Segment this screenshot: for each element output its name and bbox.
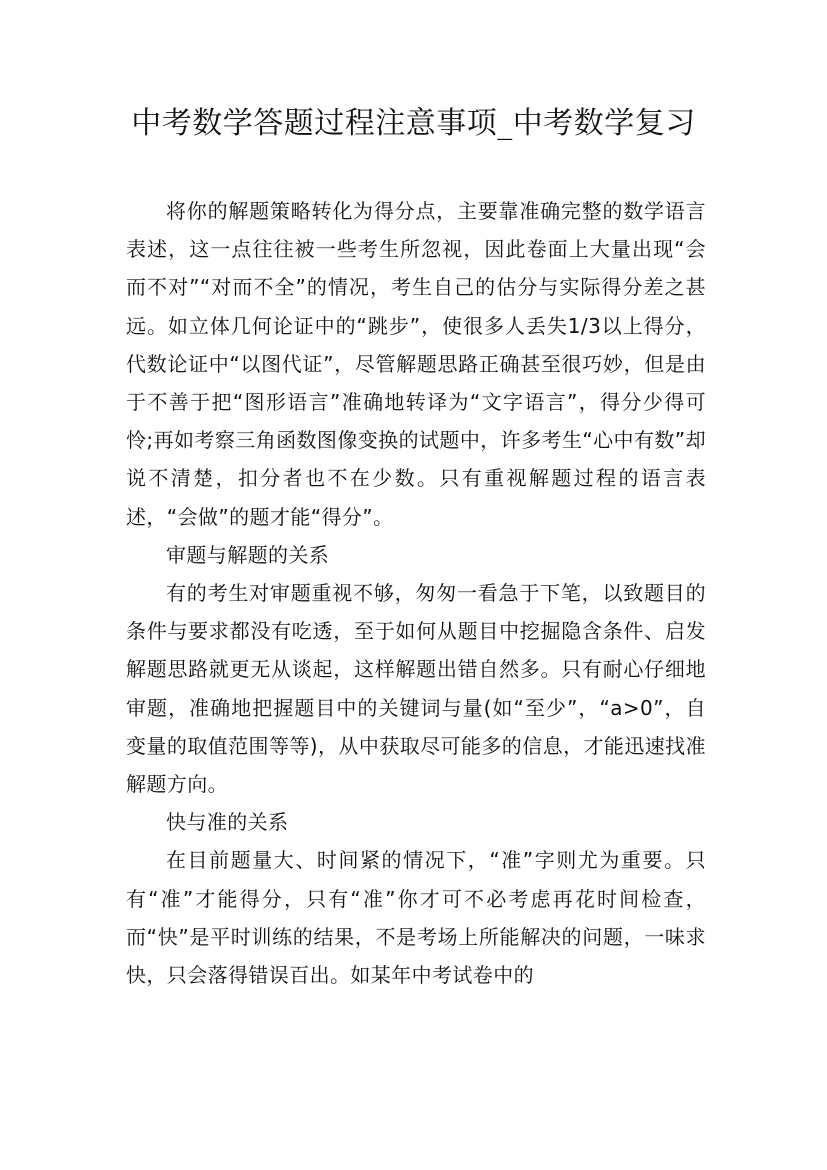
document-body bbox=[126, 192, 706, 994]
paragraph-answer-expression: 将你的解题策略转化为得分点，主要靠准确完整的数学语言表述，这一点往往被一些考生所忽视，因此卷面上大量出现“会而不对”“对而不全”的情况，考生自己的估分与实际得分差之甚远。如立体几何论证中的“跳步”，使很多人丢失1/3以上得分，代数论证中“以图代证”，尽管解题思路正确甚至很巧妙，但是由于不善于把“图形语言”准确地转译为“文字语言”，得分少得可怜;再如考察三角函数图像变换的试题中，许多考生“心中有数”却说不清楚，扣分者也不在少数。只有重视解题过程的语言表述，“会做”的题才能“得分”。 bbox=[126, 199, 706, 529]
section-heading-reading-and-solving: 审题与解题的关系 bbox=[166, 542, 330, 567]
section-heading-speed-and-accuracy: 快与准的关系 bbox=[166, 810, 289, 835]
paragraph-speed-and-accuracy: 在目前题量大、时间紧的情况下，“准”字则尤为重要。只有“准”才能得分，只有“准”你才可不必考虑再花时间检查，而“快”是平时训练的结果，不是考场上所能解决的问题，一味求快，只会落得错误百出。如某年中考试卷中的 bbox=[126, 848, 706, 988]
paragraph-reading-questions: 有的考生对审题重视不够，匆匆一看急于下笔，以致题目的条件与要求都没有吃透，至于如何从题目中挖掘隐含条件、启发解题思路就更无从谈起，这样解题出错自然多。只有耐心仔细地审题，准确地把握题目中的关键词与量(如“至少”，“a>0”，自变量的取值范围等等)，从中获取尽可能多的信息，才能迅速找准解题方向。 bbox=[126, 581, 706, 797]
page-title: 中考数学答题过程注意事项_中考数学复习 bbox=[131, 106, 696, 141]
